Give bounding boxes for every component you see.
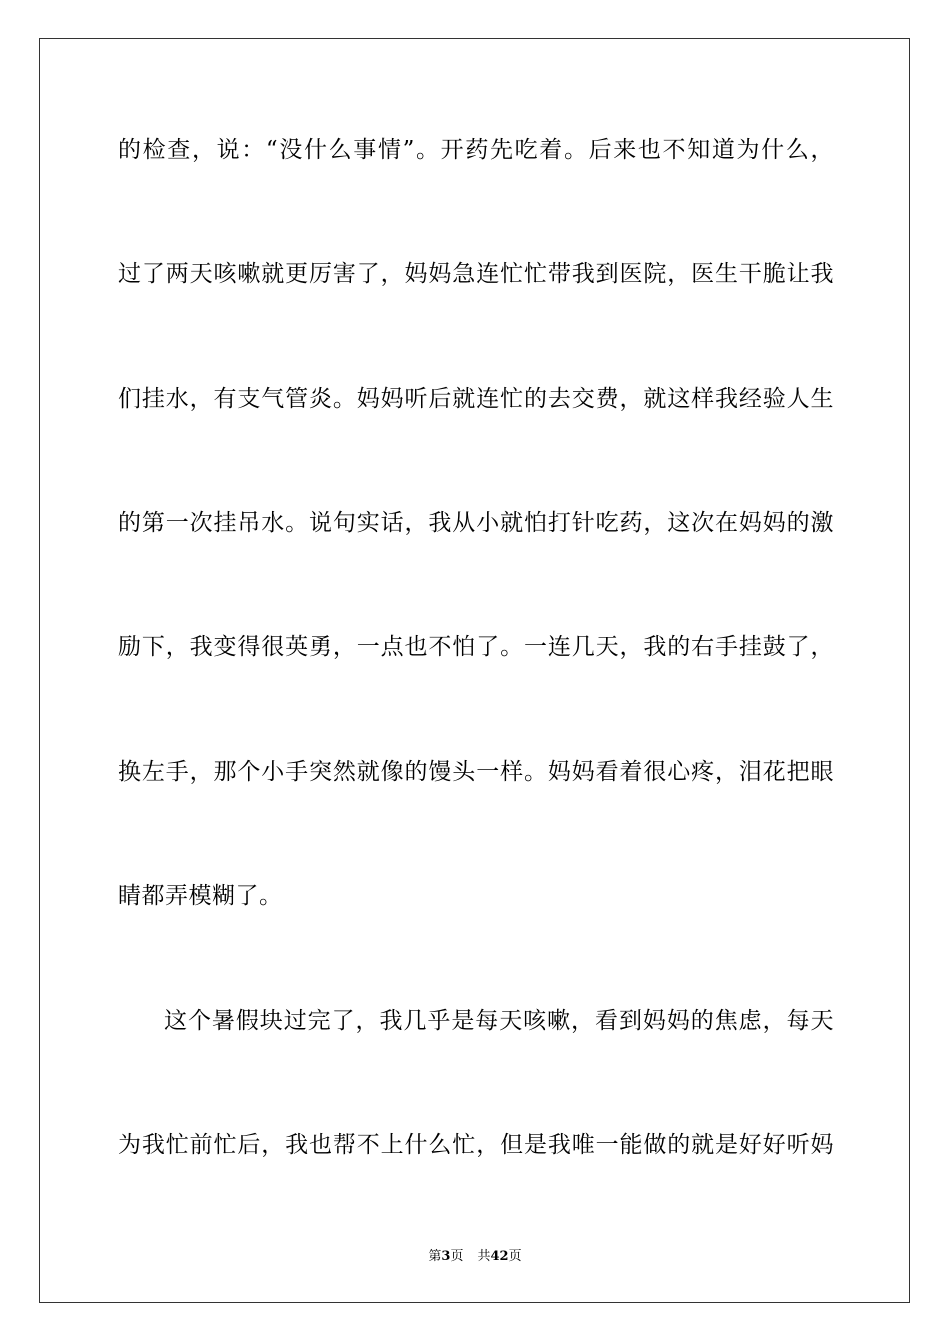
text-line-8: 这个暑假块过完了，我几乎是每天咳嗽，看到妈妈的焦虑，每天 — [164, 1008, 834, 1034]
page-footer — [0, 1248, 950, 1266]
total-page-count: 42 — [490, 1249, 509, 1264]
text-line-7: 睛都弄模糊了。 — [118, 883, 283, 909]
footer-total-suffix: 页 — [508, 1249, 522, 1264]
text-line-6: 换左手，那个小手突然就像的馒头一样。妈妈看着很心疼，泪花把眼 — [118, 759, 834, 785]
footer-prefix: 第 — [428, 1249, 442, 1264]
page-border — [39, 38, 910, 1303]
text-line-1: 的检查，说：“没什么事情”。开药先吃着。后来也不知道为什么， — [118, 137, 834, 163]
text-line-3: 们挂水，有支气管炎。妈妈听后就连忙的去交费，就这样我经验人生 — [118, 386, 834, 412]
current-page-number: 3 — [441, 1249, 451, 1264]
text-line-5: 励下，我变得很英勇，一点也不怕了。一连几天，我的右手挂鼓了， — [118, 634, 834, 660]
text-line-2: 过了两天咳嗽就更厉害了，妈妈急连忙忙带我到医院，医生干脆让我 — [118, 261, 834, 287]
text-line-4: 的第一次挂吊水。说句实话，我从小就怕打针吃药，这次在妈妈的激 — [118, 510, 834, 536]
footer-total-prefix: 共 — [477, 1249, 491, 1264]
text-line-9: 为我忙前忙后，我也帮不上什么忙，但是我唯一能做的就是好好听妈 — [118, 1132, 834, 1158]
footer-page-suffix: 页 — [450, 1249, 464, 1264]
